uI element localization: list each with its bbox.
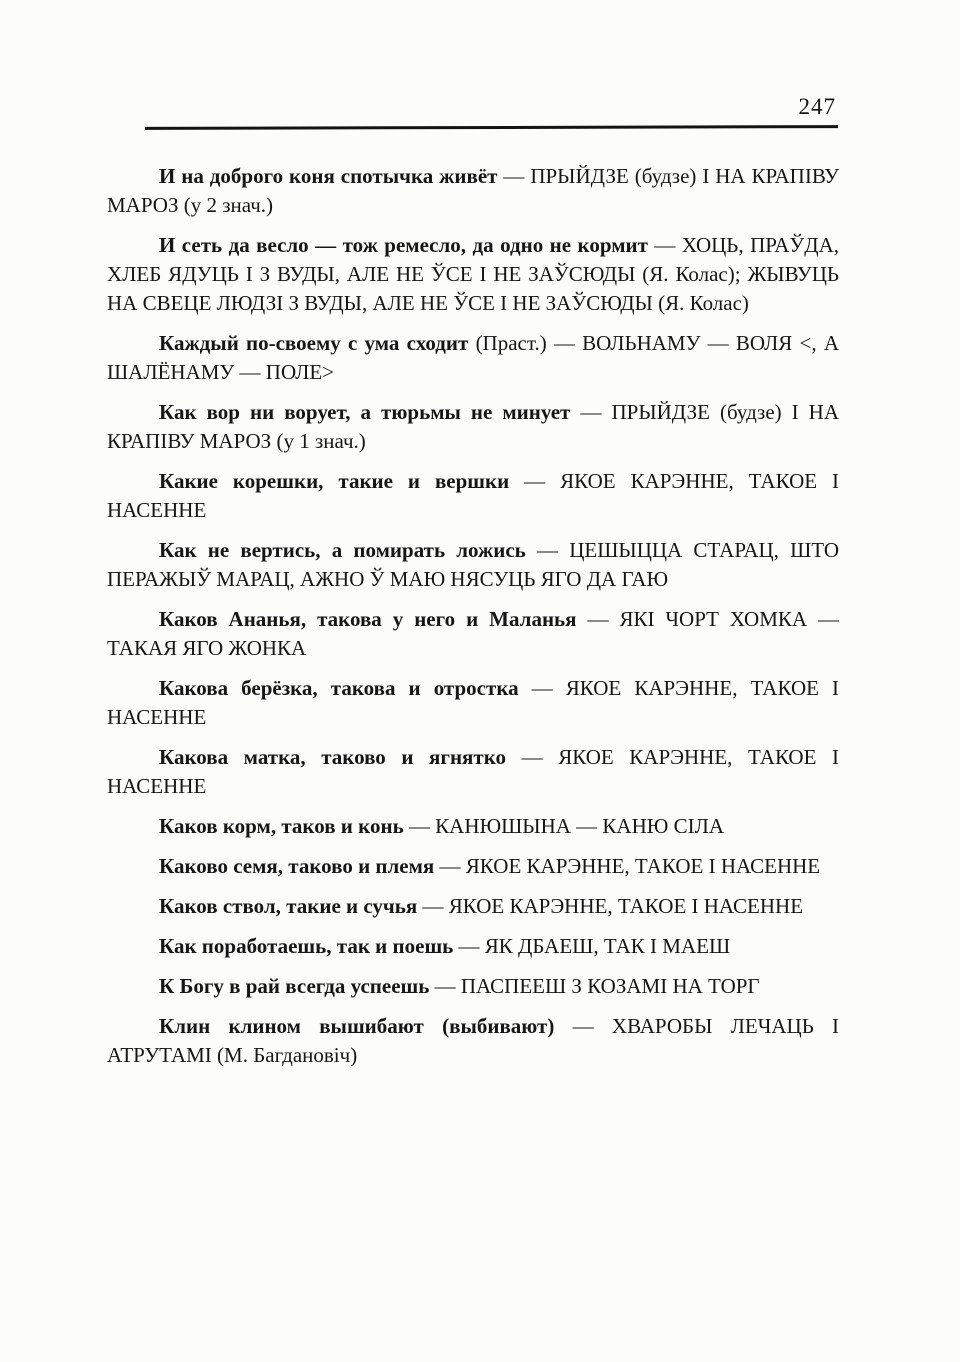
proverb-russian: Как вор ни ворует, а тюрьмы не минует [159, 400, 571, 424]
proverb-russian: Клин клином вышибают (выбивают) [159, 1014, 555, 1038]
proverb-russian: К Богу в рай всегда успеешь [159, 974, 430, 998]
page-number: 247 [798, 94, 836, 119]
proverb-belarusian: — ЯКІ ЧОРТ ХОМКА — ТАКАЯ ЯГО ЖОНКА [107, 607, 840, 660]
proverb-entry [107, 1012, 839, 1070]
proverb-russian: Какие корешки, такие и вершки [159, 469, 510, 493]
proverb-russian: Каков Ананья, такова у него и Маланья [159, 607, 577, 631]
proverb-belarusian: — ЯКОЕ КАРЭННЕ, ТАКОЕ І НАСЕННЕ [107, 676, 840, 729]
proverb-entry [107, 605, 839, 663]
proverb-russian: Каждый по-своему с ума сходит [159, 331, 469, 355]
proverb-entry [107, 892, 839, 921]
proverb-entry [107, 743, 839, 801]
proverb-russian: Какова берёзка, такова и отростка [159, 676, 519, 700]
proverb-entry [107, 162, 839, 220]
proverb-russian: И на доброго коня спотычка живёт [159, 164, 498, 188]
proverb-belarusian: — ХВАРОБЫ ЛЕЧАЦЬ І АТРУТАМІ (М. Багдановіч) [107, 1014, 840, 1067]
proverb-list [107, 162, 839, 1070]
proverb-entry [107, 231, 839, 318]
proverb-belarusian: — ПАСПЕЕШ З КОЗАМІ НА ТОРГ [434, 974, 760, 998]
header-rule [145, 125, 838, 130]
proverb-belarusian: — ЯКОЕ КАРЭННЕ, ТАКОЕ І НАСЕННЕ [422, 894, 804, 918]
proverb-belarusian: — ЯКОЕ КАРЭННЕ, ТАКОЕ І НАСЕННЕ [107, 469, 840, 522]
proverb-entry [107, 398, 839, 456]
proverb-belarusian: — КАНЮШЫНА — КАНЮ СІЛА [408, 814, 725, 838]
proverb-belarusian: — ПРЫЙДЗЕ (будзе) І НА КРАПІВУ МАРОЗ (у 2 знач.) [107, 164, 839, 217]
proverb-belarusian: — ЯКОЕ КАРЭННЕ, ТАКОЕ І НАСЕННЕ [439, 854, 821, 878]
proverb-entry [107, 972, 839, 1001]
proverb-russian: Как не вертись, а помирать ложись [159, 538, 526, 562]
proverb-russian: Каков корм, таков и конь [159, 814, 404, 838]
proverb-russian: Какова матка, таково и ягнятко [159, 745, 507, 769]
proverb-entry [107, 852, 839, 881]
proverb-russian: Как поработаешь, так и поешь [159, 934, 454, 958]
proverb-entry [107, 674, 839, 732]
proverb-entry [107, 812, 839, 841]
proverb-russian: Каков ствол, такие и сучья [159, 894, 418, 918]
proverb-belarusian: — ЦЕШЫЦЦА СТАРАЦ, ШТО ПЕРАЖЫЎ МАРАЦ, АЖНО Ў МАЮ НЯСУЦЬ ЯГО ДА ГАЮ [107, 538, 840, 591]
proverb-entry [107, 536, 839, 594]
proverb-entry [107, 329, 839, 387]
proverb-belarusian: — ЯК ДБАЕШ, ТАК І МАЕШ [458, 934, 731, 958]
proverb-belarusian: — ХОЦЬ, ПРАЎДА, ХЛЕБ ЯДУЦЬ І З ВУДЫ, АЛЕ НЕ ЎСЕ І НЕ ЗАЎСЮДЫ (Я. Колас); ЖЫВУЦЬ НА СВЕЦЕ ЛЮДЗІ З ВУДЫ, АЛЕ НЕ ЎСЕ І НЕ ЗАЎСЮДЫ (Я. Колас) [107, 233, 840, 315]
proverb-belarusian: — ПРЫЙДЗЕ (будзе) І НА КРАПІВУ МАРОЗ (у 1 знач.) [107, 400, 840, 453]
proverb-entry [107, 467, 839, 525]
proverb-russian: И сеть да весло — тож ремесло, да одно не кормит [159, 233, 648, 257]
proverb-belarusian: — ЯКОЕ КАРЭННЕ, ТАКОЕ І НАСЕННЕ [107, 745, 839, 798]
proverb-russian: Каково семя, таково и племя [159, 854, 435, 878]
proverb-entry [107, 932, 839, 961]
proverb-belarusian: (Праст.) — ВОЛЬНАМУ — ВОЛЯ <, А ШАЛЁНАМУ — ПОЛЕ> [107, 331, 840, 384]
